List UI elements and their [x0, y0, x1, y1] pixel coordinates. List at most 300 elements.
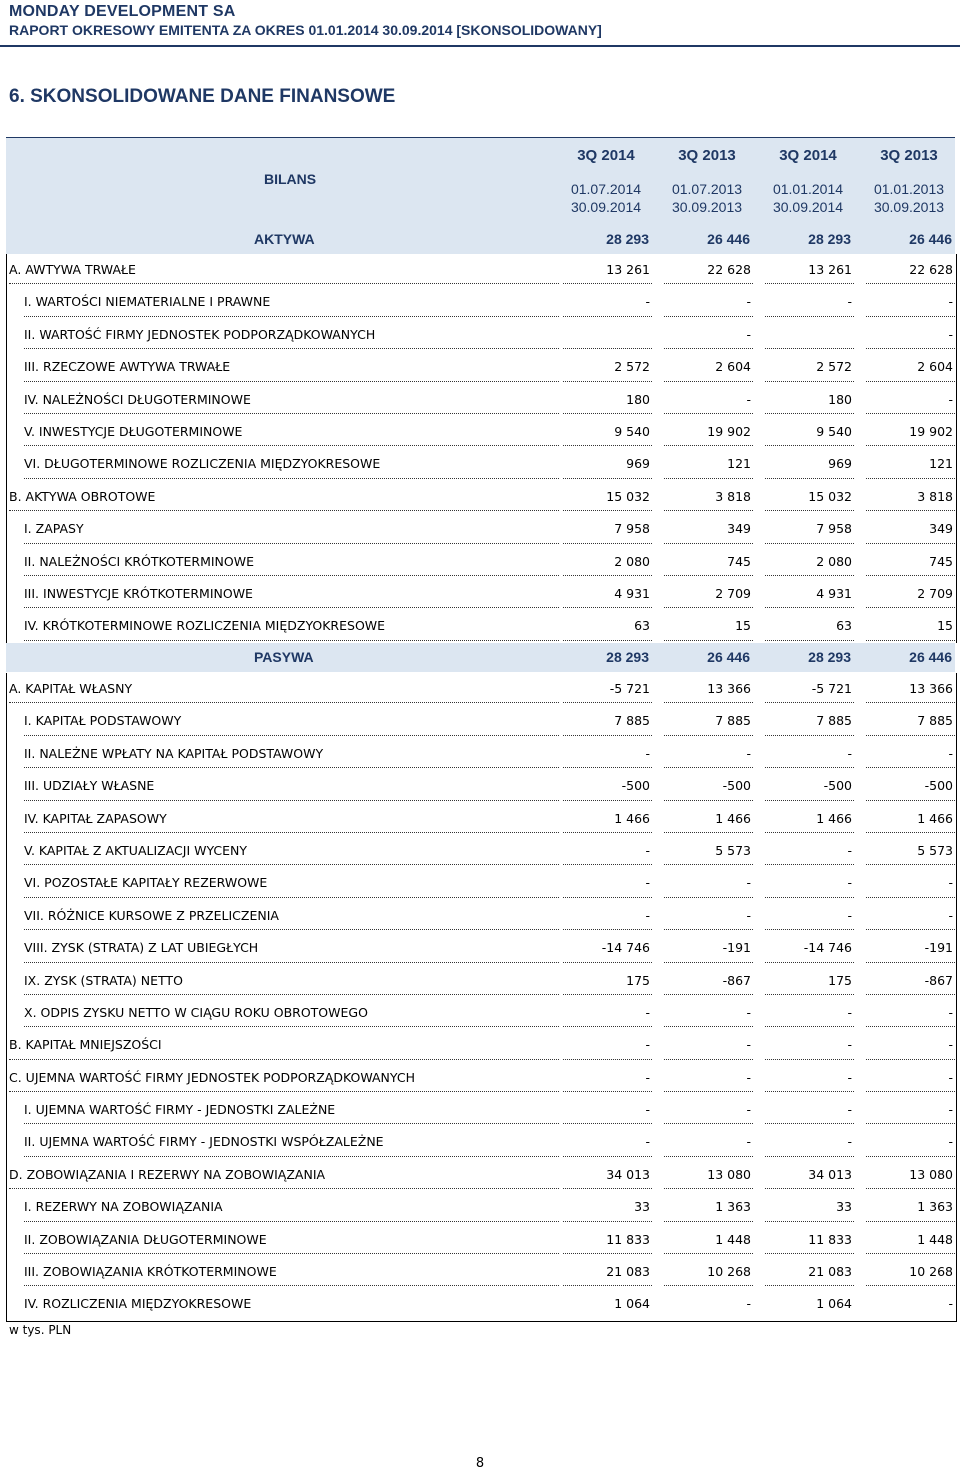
row-value: 2 709: [715, 585, 751, 601]
column-period-from: 01.07.2014: [570, 181, 642, 197]
value-dotted-rule: [866, 445, 955, 446]
row-dotted-rule: [24, 1156, 559, 1157]
value-dotted-rule: [664, 478, 753, 479]
column-period: [859, 180, 959, 216]
value-dotted-rule: [765, 1221, 854, 1222]
row-value: 22 628: [909, 262, 953, 277]
row-value: 349: [727, 521, 751, 537]
value-dotted-rule: [563, 510, 652, 511]
pasywa-total: 26 446: [707, 649, 750, 665]
row-label: VI. POZOSTAŁE KAPITAŁY REZERWOWE: [24, 875, 268, 891]
value-dotted-rule: [664, 1156, 753, 1157]
row-label: II. NALEŻNE WPŁATY NA KAPITAŁ PODSTAWOWY: [24, 745, 324, 761]
value-dotted-rule: [664, 575, 753, 576]
row-dotted-rule: [9, 1091, 559, 1092]
row-value: -: [746, 1004, 751, 1020]
row-value: 2 709: [917, 585, 953, 601]
row-dotted-rule: [24, 832, 559, 833]
row-value: 11 833: [606, 1231, 650, 1247]
value-dotted-rule: [866, 543, 955, 544]
column-period-from: 01.01.2013: [873, 181, 945, 197]
row-value: -500: [722, 778, 751, 794]
value-dotted-rule: [664, 832, 753, 833]
value-dotted-rule: [563, 1156, 652, 1157]
value-dotted-rule: [866, 510, 955, 511]
column-period: [556, 180, 656, 216]
value-dotted-rule: [765, 1285, 854, 1286]
row-dotted-rule: [24, 607, 559, 608]
row-value: 5 573: [917, 842, 953, 858]
row-value: -: [847, 745, 852, 761]
value-dotted-rule: [563, 478, 652, 479]
row-value: 349: [929, 521, 953, 537]
row-label: III. RZECZOWE AWTYWA TRWAŁE: [24, 359, 231, 375]
row-value: -5 721: [811, 681, 852, 696]
row-label: D. ZOBOWIĄZANIA I REZERWY NA ZOBOWIĄZANIA: [9, 1166, 326, 1182]
value-dotted-rule: [866, 962, 955, 963]
table-title: BILANS: [264, 171, 317, 187]
row-value: -: [847, 875, 852, 891]
column-quarter: 3Q 2014: [577, 147, 635, 164]
value-dotted-rule: [866, 478, 955, 479]
value-dotted-rule: [563, 800, 652, 801]
row-value: -: [948, 745, 953, 761]
column-period-to: 30.09.2014: [570, 199, 642, 215]
row-value: 4 931: [816, 585, 852, 601]
value-dotted-rule: [664, 994, 753, 995]
value-dotted-rule: [664, 767, 753, 768]
row-value: 2 604: [917, 359, 953, 375]
value-dotted-rule: [664, 929, 753, 930]
row-value: 21 083: [808, 1264, 852, 1280]
row-label: A. KAPITAŁ WŁASNY: [9, 681, 133, 696]
row-value: 13 261: [606, 262, 650, 277]
value-dotted-rule: [765, 1123, 854, 1124]
row-value: 2 572: [816, 359, 852, 375]
value-dotted-rule: [563, 962, 652, 963]
value-dotted-rule: [664, 607, 753, 608]
table-row: [7, 610, 956, 642]
value-dotted-rule: [866, 800, 955, 801]
row-value: -: [847, 294, 852, 310]
value-dotted-rule: [765, 316, 854, 317]
value-dotted-rule: [664, 1253, 753, 1254]
row-label: IV. KRÓTKOTERMINOWE ROZLICZENIA MIĘDZYOKRESOWE: [24, 618, 386, 634]
value-dotted-rule: [765, 832, 854, 833]
row-value: 1 064: [614, 1296, 650, 1312]
row-value: 33: [836, 1199, 852, 1215]
value-dotted-rule: [866, 1156, 955, 1157]
row-value: -: [746, 907, 751, 923]
table-row: [7, 867, 956, 899]
row-dotted-rule: [24, 929, 559, 930]
value-dotted-rule: [563, 413, 652, 414]
row-value: 180: [626, 391, 650, 407]
table-row: [7, 513, 956, 545]
row-value: 3 818: [715, 488, 751, 504]
value-dotted-rule: [664, 1188, 753, 1189]
row-value: -: [746, 875, 751, 891]
row-label: II. UJEMNA WARTOŚĆ FIRMY - JEDNOSTKI WSPÓŁZALEŻNE: [24, 1134, 384, 1150]
row-value: -: [746, 1134, 751, 1150]
value-dotted-rule: [866, 832, 955, 833]
value-dotted-rule: [765, 348, 854, 349]
value-dotted-rule: [765, 283, 854, 284]
row-label: C. UJEMNA WARTOŚĆ FIRMY JEDNOSTEK PODPORZĄDKOWANYCH: [9, 1069, 415, 1085]
table-row: [7, 351, 956, 383]
value-dotted-rule: [563, 767, 652, 768]
row-label: V. KAPITAŁ Z AKTUALIZACJI WYCENY: [24, 842, 248, 858]
value-dotted-rule: [664, 702, 753, 703]
row-label: I. KAPITAŁ PODSTAWOWY: [24, 713, 182, 729]
aktywa-total: 28 293: [606, 231, 649, 247]
row-label: B. AKTYWA OBROTOWE: [9, 488, 156, 504]
value-dotted-rule: [765, 478, 854, 479]
row-value: 63: [634, 618, 650, 634]
row-dotted-rule: [24, 767, 559, 768]
report-header: [9, 2, 602, 40]
column-period: [657, 180, 757, 216]
row-dotted-rule: [24, 381, 559, 382]
value-dotted-rule: [664, 1221, 753, 1222]
row-value: -: [948, 1102, 953, 1118]
table-row: [7, 384, 956, 416]
row-dotted-rule: [9, 1059, 559, 1060]
value-dotted-rule: [765, 962, 854, 963]
row-value: 2 604: [715, 359, 751, 375]
table-row: [7, 254, 956, 286]
row-value: 19 902: [909, 423, 953, 439]
table-row: [7, 286, 956, 318]
table-row: [7, 965, 956, 997]
value-dotted-rule: [664, 510, 753, 511]
row-value: 10 268: [909, 1264, 953, 1280]
aktywa-total: 26 446: [909, 231, 952, 247]
row-value: 13 366: [909, 681, 953, 696]
value-dotted-rule: [563, 702, 652, 703]
row-value: 9 540: [816, 423, 852, 439]
row-label: II. WARTOŚĆ FIRMY JEDNOSTEK PODPORZĄDKOWANYCH: [24, 326, 376, 342]
row-dotted-rule: [24, 413, 559, 414]
row-value: 33: [634, 1199, 650, 1215]
company-name: MONDAY DEVELOPMENT SA: [9, 3, 236, 20]
value-dotted-rule: [664, 1285, 753, 1286]
value-dotted-rule: [563, 1026, 652, 1027]
row-value: -: [948, 326, 953, 342]
table-row: [7, 673, 956, 705]
value-dotted-rule: [664, 1123, 753, 1124]
value-dotted-rule: [664, 413, 753, 414]
row-value: 13 080: [909, 1166, 953, 1182]
value-dotted-rule: [866, 1091, 955, 1092]
value-dotted-rule: [664, 897, 753, 898]
aktywa-header: [6, 225, 955, 254]
row-value: -: [746, 1069, 751, 1085]
row-value: -: [645, 907, 650, 923]
table-row: [7, 1256, 956, 1288]
value-dotted-rule: [765, 445, 854, 446]
column-period-to: 30.09.2013: [671, 199, 743, 215]
row-value: -: [948, 294, 953, 310]
row-value: -: [645, 745, 650, 761]
value-dotted-rule: [664, 1026, 753, 1027]
value-dotted-rule: [563, 640, 652, 641]
value-dotted-rule: [866, 283, 955, 284]
row-value: -: [645, 294, 650, 310]
value-dotted-rule: [866, 1253, 955, 1254]
row-dotted-rule: [24, 543, 559, 544]
table-row: [7, 1029, 956, 1061]
value-dotted-rule: [664, 800, 753, 801]
row-value: 175: [626, 972, 650, 988]
row-value: -: [746, 1296, 751, 1312]
column-period-from: 01.07.2013: [671, 181, 743, 197]
row-value: 745: [929, 553, 953, 569]
row-dotted-rule: [9, 702, 559, 703]
table-row: [7, 997, 956, 1029]
row-value: -: [847, 1004, 852, 1020]
value-dotted-rule: [563, 316, 652, 317]
row-value: 10 268: [707, 1264, 751, 1280]
value-dotted-rule: [765, 1188, 854, 1189]
value-dotted-rule: [866, 316, 955, 317]
row-label: VIII. ZYSK (STRATA) Z LAT UBIEGŁYCH: [24, 940, 259, 956]
table-row: [7, 1288, 956, 1320]
row-dotted-rule: [24, 478, 559, 479]
value-dotted-rule: [664, 640, 753, 641]
aktywa-table: [6, 254, 957, 643]
row-value: 175: [828, 972, 852, 988]
row-label: IV. NALEŻNOŚCI DŁUGOTERMINOWE: [24, 391, 251, 407]
value-dotted-rule: [664, 864, 753, 865]
value-dotted-rule: [765, 1026, 854, 1027]
row-dotted-rule: [24, 445, 559, 446]
row-value: -5 721: [609, 681, 650, 696]
row-value: 745: [727, 553, 751, 569]
value-dotted-rule: [866, 413, 955, 414]
value-dotted-rule: [563, 897, 652, 898]
value-dotted-rule: [765, 735, 854, 736]
table-row: [7, 546, 956, 578]
row-value: 7 885: [715, 713, 751, 729]
row-value: -: [645, 1037, 650, 1053]
row-value: 15: [735, 618, 751, 634]
table-row: [7, 481, 956, 513]
row-dotted-rule: [24, 1026, 559, 1027]
row-value: -: [746, 326, 751, 342]
row-label: B. KAPITAŁ MNIEJSZOŚCI: [9, 1037, 162, 1053]
value-dotted-rule: [765, 640, 854, 641]
row-value: 21 083: [606, 1264, 650, 1280]
pasywa-label: PASYWA: [254, 649, 314, 665]
row-value: 34 013: [808, 1166, 852, 1182]
value-dotted-rule: [866, 575, 955, 576]
value-dotted-rule: [765, 897, 854, 898]
row-dotted-rule: [9, 283, 559, 284]
row-dotted-rule: [24, 640, 559, 641]
row-value: 1 363: [715, 1199, 751, 1215]
table-row: [7, 1159, 956, 1191]
row-label: V. INWESTYCJE DŁUGOTERMINOWE: [24, 423, 243, 439]
value-dotted-rule: [866, 607, 955, 608]
value-dotted-rule: [866, 1026, 955, 1027]
page-number: 8: [475, 1456, 485, 1471]
row-dotted-rule: [24, 897, 559, 898]
row-value: -191: [722, 940, 751, 956]
row-label: II. NALEŻNOŚCI KRÓTKOTERMINOWE: [24, 553, 255, 569]
row-label: III. UDZIAŁY WŁASNE: [24, 778, 155, 794]
row-value: 3 818: [917, 488, 953, 504]
value-dotted-rule: [765, 381, 854, 382]
row-label: IX. ZYSK (STRATA) NETTO: [24, 972, 183, 988]
table-row: [7, 1062, 956, 1094]
row-value: 7 885: [816, 713, 852, 729]
column-period-from: 01.01.2014: [772, 181, 844, 197]
row-value: -867: [924, 972, 953, 988]
row-value: 22 628: [707, 262, 751, 277]
row-value: 13 080: [707, 1166, 751, 1182]
column-period-to: 30.09.2013: [873, 199, 945, 215]
pasywa-total: 28 293: [606, 649, 649, 665]
row-dotted-rule: [24, 1221, 559, 1222]
value-dotted-rule: [866, 929, 955, 930]
row-dotted-rule: [24, 1253, 559, 1254]
value-dotted-rule: [866, 767, 955, 768]
row-value: 1 064: [816, 1296, 852, 1312]
value-dotted-rule: [563, 1253, 652, 1254]
table-row: [7, 770, 956, 802]
row-value: -: [645, 1134, 650, 1150]
pasywa-total: 28 293: [808, 649, 851, 665]
row-label: VII. RÓŻNICE KURSOWE Z PRZELICZENIA: [24, 907, 279, 923]
row-value: 9 540: [614, 423, 650, 439]
row-value: 13 366: [707, 681, 751, 696]
value-dotted-rule: [563, 543, 652, 544]
row-value: -: [847, 1102, 852, 1118]
row-dotted-rule: [24, 1285, 559, 1286]
value-dotted-rule: [765, 413, 854, 414]
row-label: III. INWESTYCJE KRÓTKOTERMINOWE: [24, 585, 253, 601]
row-label: VI. DŁUGOTERMINOWE ROZLICZENIA MIĘDZYOKRESOWE: [24, 456, 381, 472]
value-dotted-rule: [563, 994, 652, 995]
value-dotted-rule: [664, 1091, 753, 1092]
value-dotted-rule: [765, 994, 854, 995]
column-period: [758, 180, 858, 216]
header-rule: [0, 45, 960, 47]
column-period-to: 30.09.2014: [772, 199, 844, 215]
value-dotted-rule: [866, 735, 955, 736]
value-dotted-rule: [563, 575, 652, 576]
row-value: -500: [621, 778, 650, 794]
row-value: -: [645, 1069, 650, 1085]
value-dotted-rule: [765, 510, 854, 511]
row-value: -: [645, 842, 650, 858]
table-row: [7, 1094, 956, 1126]
aktywa-label: AKTYWA: [254, 231, 315, 247]
row-dotted-rule: [24, 994, 559, 995]
table-row: [7, 1224, 956, 1256]
value-dotted-rule: [866, 897, 955, 898]
value-dotted-rule: [866, 381, 955, 382]
value-dotted-rule: [563, 381, 652, 382]
value-dotted-rule: [866, 348, 955, 349]
row-value: -: [948, 1134, 953, 1150]
value-dotted-rule: [866, 864, 955, 865]
row-value: 7 885: [614, 713, 650, 729]
row-label: A. AWTYWA TRWAŁE: [9, 262, 136, 277]
value-dotted-rule: [765, 575, 854, 576]
row-dotted-rule: [9, 510, 559, 511]
row-value: -: [948, 1004, 953, 1020]
row-value: -191: [924, 940, 953, 956]
value-dotted-rule: [563, 283, 652, 284]
row-label: I. UJEMNA WARTOŚĆ FIRMY - JEDNOSTKI ZALEŻNE: [24, 1102, 336, 1118]
column-quarter: 3Q 2013: [880, 147, 938, 164]
value-dotted-rule: [664, 283, 753, 284]
row-value: 1 466: [715, 810, 751, 826]
report-title: RAPORT OKRESOWY EMITENTA ZA OKRES 01.01.2014 30.09.2014 [SKONSOLIDOWANY]: [9, 22, 602, 38]
table-row: [7, 578, 956, 610]
row-value: 34 013: [606, 1166, 650, 1182]
row-value: -500: [823, 778, 852, 794]
row-value: 121: [727, 456, 751, 472]
row-value: 1 466: [917, 810, 953, 826]
row-value: -: [645, 1004, 650, 1020]
value-dotted-rule: [765, 1253, 854, 1254]
row-value: 1 466: [816, 810, 852, 826]
value-dotted-rule: [563, 1091, 652, 1092]
value-dotted-rule: [866, 994, 955, 995]
row-dotted-rule: [24, 316, 559, 317]
value-dotted-rule: [563, 607, 652, 608]
value-dotted-rule: [664, 1059, 753, 1060]
value-dotted-rule: [563, 735, 652, 736]
row-dotted-rule: [24, 962, 559, 963]
row-value: -: [847, 1134, 852, 1150]
row-value: -: [746, 1037, 751, 1053]
column-quarter: 3Q 2014: [779, 147, 837, 164]
row-value: 1 363: [917, 1199, 953, 1215]
table-row: [7, 900, 956, 932]
value-dotted-rule: [765, 607, 854, 608]
row-value: -: [847, 907, 852, 923]
row-value: -: [645, 1102, 650, 1118]
row-dotted-rule: [24, 575, 559, 576]
row-dotted-rule: [24, 735, 559, 736]
row-value: 7 958: [614, 521, 650, 537]
row-value: -: [847, 1069, 852, 1085]
value-dotted-rule: [563, 864, 652, 865]
row-value: 4 931: [614, 585, 650, 601]
pasywa-header: [6, 643, 955, 672]
value-dotted-rule: [664, 962, 753, 963]
value-dotted-rule: [866, 702, 955, 703]
value-dotted-rule: [664, 445, 753, 446]
value-dotted-rule: [563, 1221, 652, 1222]
value-dotted-rule: [866, 1221, 955, 1222]
value-dotted-rule: [765, 1059, 854, 1060]
table-row: [7, 319, 956, 351]
row-label: X. ODPIS ZYSKU NETTO W CIĄGU ROKU OBROTOWEGO: [24, 1004, 368, 1020]
value-dotted-rule: [866, 1059, 955, 1060]
row-label: I. REZERWY NA ZOBOWIĄZANIA: [24, 1199, 223, 1215]
row-value: 15: [937, 618, 953, 634]
row-value: 5 573: [715, 842, 751, 858]
table-row: [7, 705, 956, 737]
row-value: 15 032: [606, 488, 650, 504]
row-value: 13 261: [808, 262, 852, 277]
value-dotted-rule: [866, 1123, 955, 1124]
